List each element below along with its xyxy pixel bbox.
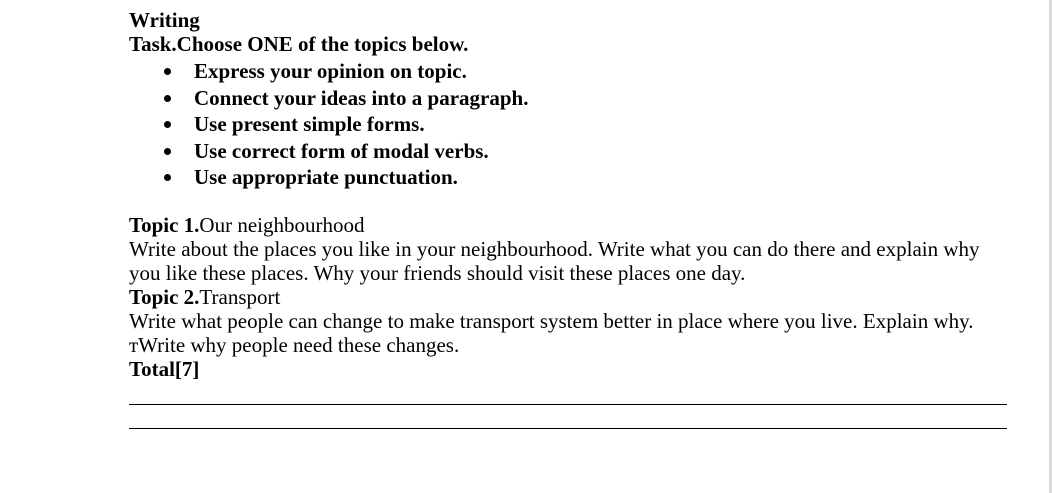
spacer bbox=[129, 191, 1009, 213]
requirement-item bbox=[129, 85, 1009, 112]
worksheet bbox=[129, 8, 1009, 381]
section-heading: Writing bbox=[129, 8, 200, 32]
topic1-heading bbox=[129, 213, 1009, 237]
bullet-icon bbox=[164, 68, 171, 75]
requirements-list bbox=[129, 58, 1009, 191]
requirement-text: Connect your ideas into a paragraph. bbox=[194, 85, 529, 110]
total-marks: Total[7] bbox=[129, 356, 200, 381]
bullet-icon bbox=[164, 174, 171, 181]
requirement-item bbox=[129, 138, 1009, 165]
requirement-item bbox=[129, 111, 1009, 138]
requirement-text: Express your opinion on topic. bbox=[194, 59, 467, 83]
bullet-icon bbox=[164, 148, 171, 155]
answer-line bbox=[129, 404, 1007, 405]
topic2-heading bbox=[129, 285, 1009, 309]
requirement-item bbox=[129, 164, 1009, 191]
requirement-text: Use present simple forms. bbox=[194, 112, 425, 136]
topic2-title: Transport bbox=[199, 284, 281, 309]
requirement-text: Use correct form of modal verbs. bbox=[194, 138, 489, 163]
topic2-label: Topic 2. bbox=[129, 284, 200, 309]
task-instruction: Task.Choose ONE of the topics below. bbox=[129, 32, 469, 56]
topic1-description: Write about the places you like in your neighbourhood. Write what you can do there and explain why you like these places. Why your friends should visit these places one day. bbox=[129, 236, 980, 285]
bullet-icon bbox=[164, 95, 171, 102]
topic1-label: Topic 1. bbox=[129, 212, 200, 237]
requirement-item bbox=[129, 58, 1009, 85]
topic1-title: Our neighbourhood bbox=[199, 212, 365, 237]
requirement-text: Use appropriate punctuation. bbox=[194, 165, 458, 189]
bullet-icon bbox=[164, 121, 171, 128]
answer-line bbox=[129, 428, 1007, 429]
topic2-description: Write what people can change to make transport system better in place where you live. Explain why. тWrite why people need these changes. bbox=[129, 308, 974, 357]
